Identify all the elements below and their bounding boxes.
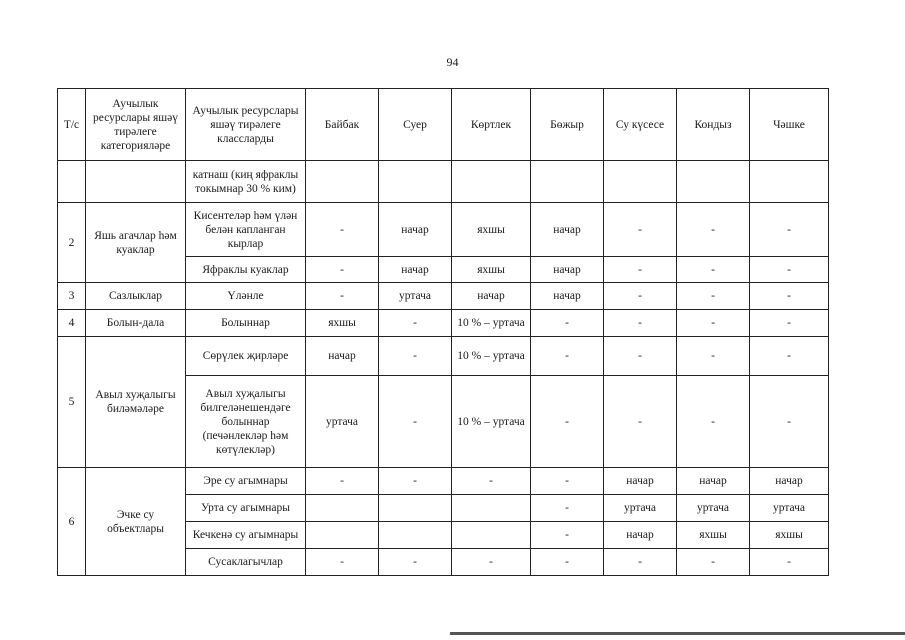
row-number-cell: 3 [58, 283, 86, 310]
value-cell: - [750, 257, 829, 283]
header-muskrat: Су күсесе [604, 89, 677, 161]
header-habitat-class: Аучылык ресурслары яшәү тирәлеге классларды [186, 89, 306, 161]
value-cell: - [379, 337, 452, 376]
row-number-cell: 4 [58, 310, 86, 337]
value-cell: - [604, 376, 677, 468]
value-cell: - [531, 549, 604, 576]
value-cell: - [750, 203, 829, 257]
value-cell: начар [306, 337, 379, 376]
value-cell: начар [531, 257, 604, 283]
value-cell: 10 % – уртача [452, 337, 531, 376]
value-cell: яхшы [452, 203, 531, 257]
habitat-category-cell: Эчке су объектлары [86, 468, 186, 576]
habitat-class-cell: Кисентеләр һәм үлән белән капланган кырлар [186, 203, 306, 257]
value-cell: яхшы [306, 310, 379, 337]
value-cell: - [604, 310, 677, 337]
table-row [58, 203, 829, 257]
value-cell: уртача [750, 495, 829, 522]
value-cell: - [677, 257, 750, 283]
table-row [58, 283, 829, 310]
header-habitat-category: Аучылык ресурслары яшәү тирәлеге категорияләре [86, 89, 186, 161]
habitat-category-cell: Авыл хуҗалыгы биләмәләре [86, 337, 186, 468]
value-cell: начар [531, 283, 604, 310]
habitat-class-cell: Сусаклагычлар [186, 549, 306, 576]
value-cell: начар [452, 283, 531, 310]
habitat-class-cell: катнаш (киң яфраклы токымнар 30 % ким) [186, 161, 306, 203]
header-badger: Бөжыр [531, 89, 604, 161]
value-cell: - [750, 310, 829, 337]
habitat-category-cell: Сазлыклар [86, 283, 186, 310]
value-cell: начар [750, 468, 829, 495]
table-row [58, 161, 829, 203]
value-cell: - [531, 376, 604, 468]
value-cell: - [452, 549, 531, 576]
row-number-cell: 2 [58, 203, 86, 283]
value-cell: - [677, 283, 750, 310]
value-cell: - [306, 257, 379, 283]
value-cell: начар [379, 257, 452, 283]
header-gopher: Суер [379, 89, 452, 161]
header-mink: Чәшке [750, 89, 829, 161]
header-marmot: Байбак [306, 89, 379, 161]
value-cell: - [677, 203, 750, 257]
header-row [58, 89, 829, 161]
habitat-class-cell: Сөрүлек җирләре [186, 337, 306, 376]
value-cell: начар [531, 203, 604, 257]
habitat-class-cell: Эре су агымнары [186, 468, 306, 495]
value-cell: - [452, 468, 531, 495]
table-row [58, 337, 829, 376]
value-cell: - [750, 283, 829, 310]
value-cell: - [531, 310, 604, 337]
value-cell: уртача [306, 376, 379, 468]
header-black-grouse: Көртлек [452, 89, 531, 161]
habitat-resource-table [57, 88, 829, 576]
value-cell: - [750, 337, 829, 376]
value-cell: яхшы [452, 257, 531, 283]
habitat-class-cell: Урта су агымнары [186, 495, 306, 522]
row-number-cell: 5 [58, 337, 86, 468]
value-cell: яхшы [750, 522, 829, 549]
value-cell: - [677, 549, 750, 576]
value-cell: - [379, 549, 452, 576]
value-cell: начар [604, 468, 677, 495]
value-cell: - [531, 468, 604, 495]
value-cell: 10 % – уртача [452, 310, 531, 337]
habitat-category-cell: Яшь агачлар һәм куаклар [86, 203, 186, 283]
value-cell: - [750, 376, 829, 468]
habitat-class-cell: Болыннар [186, 310, 306, 337]
value-cell: - [604, 203, 677, 257]
habitat-category-cell: Болын-дала [86, 310, 186, 337]
value-cell: - [677, 310, 750, 337]
habitat-class-cell: Үләнле [186, 283, 306, 310]
value-cell: - [677, 376, 750, 468]
value-cell: уртача [604, 495, 677, 522]
table-row [58, 310, 829, 337]
value-cell: - [604, 257, 677, 283]
value-cell: - [306, 549, 379, 576]
habitat-class-cell: Яфраклы куаклар [186, 257, 306, 283]
value-cell: - [306, 468, 379, 495]
value-cell: - [531, 495, 604, 522]
habitat-class-cell: Кечкенә су агымнары [186, 522, 306, 549]
header-beaver: Кондыз [677, 89, 750, 161]
value-cell: - [306, 283, 379, 310]
value-cell: - [604, 337, 677, 376]
scan-edge-line [450, 632, 905, 635]
habitat-class-cell: Авыл хуҗалыгы билгеләнешендәге болыннар (печәнлекләр һәм көтүлекләр) [186, 376, 306, 468]
header-number: Т/с [58, 89, 86, 161]
value-cell: 10 % – уртача [452, 376, 531, 468]
value-cell: - [379, 376, 452, 468]
value-cell: - [379, 310, 452, 337]
value-cell: - [306, 203, 379, 257]
value-cell: - [379, 468, 452, 495]
value-cell: уртача [379, 283, 452, 310]
value-cell: - [531, 522, 604, 549]
value-cell: - [604, 283, 677, 310]
value-cell: - [531, 337, 604, 376]
value-cell: - [750, 549, 829, 576]
value-cell: начар [677, 468, 750, 495]
value-cell: - [604, 549, 677, 576]
page-number: 94 [446, 55, 459, 69]
value-cell: яхшы [677, 522, 750, 549]
value-cell: уртача [677, 495, 750, 522]
value-cell: начар [604, 522, 677, 549]
value-cell: начар [379, 203, 452, 257]
value-cell: - [677, 337, 750, 376]
table-row [58, 468, 829, 495]
row-number-cell: 6 [58, 468, 86, 576]
